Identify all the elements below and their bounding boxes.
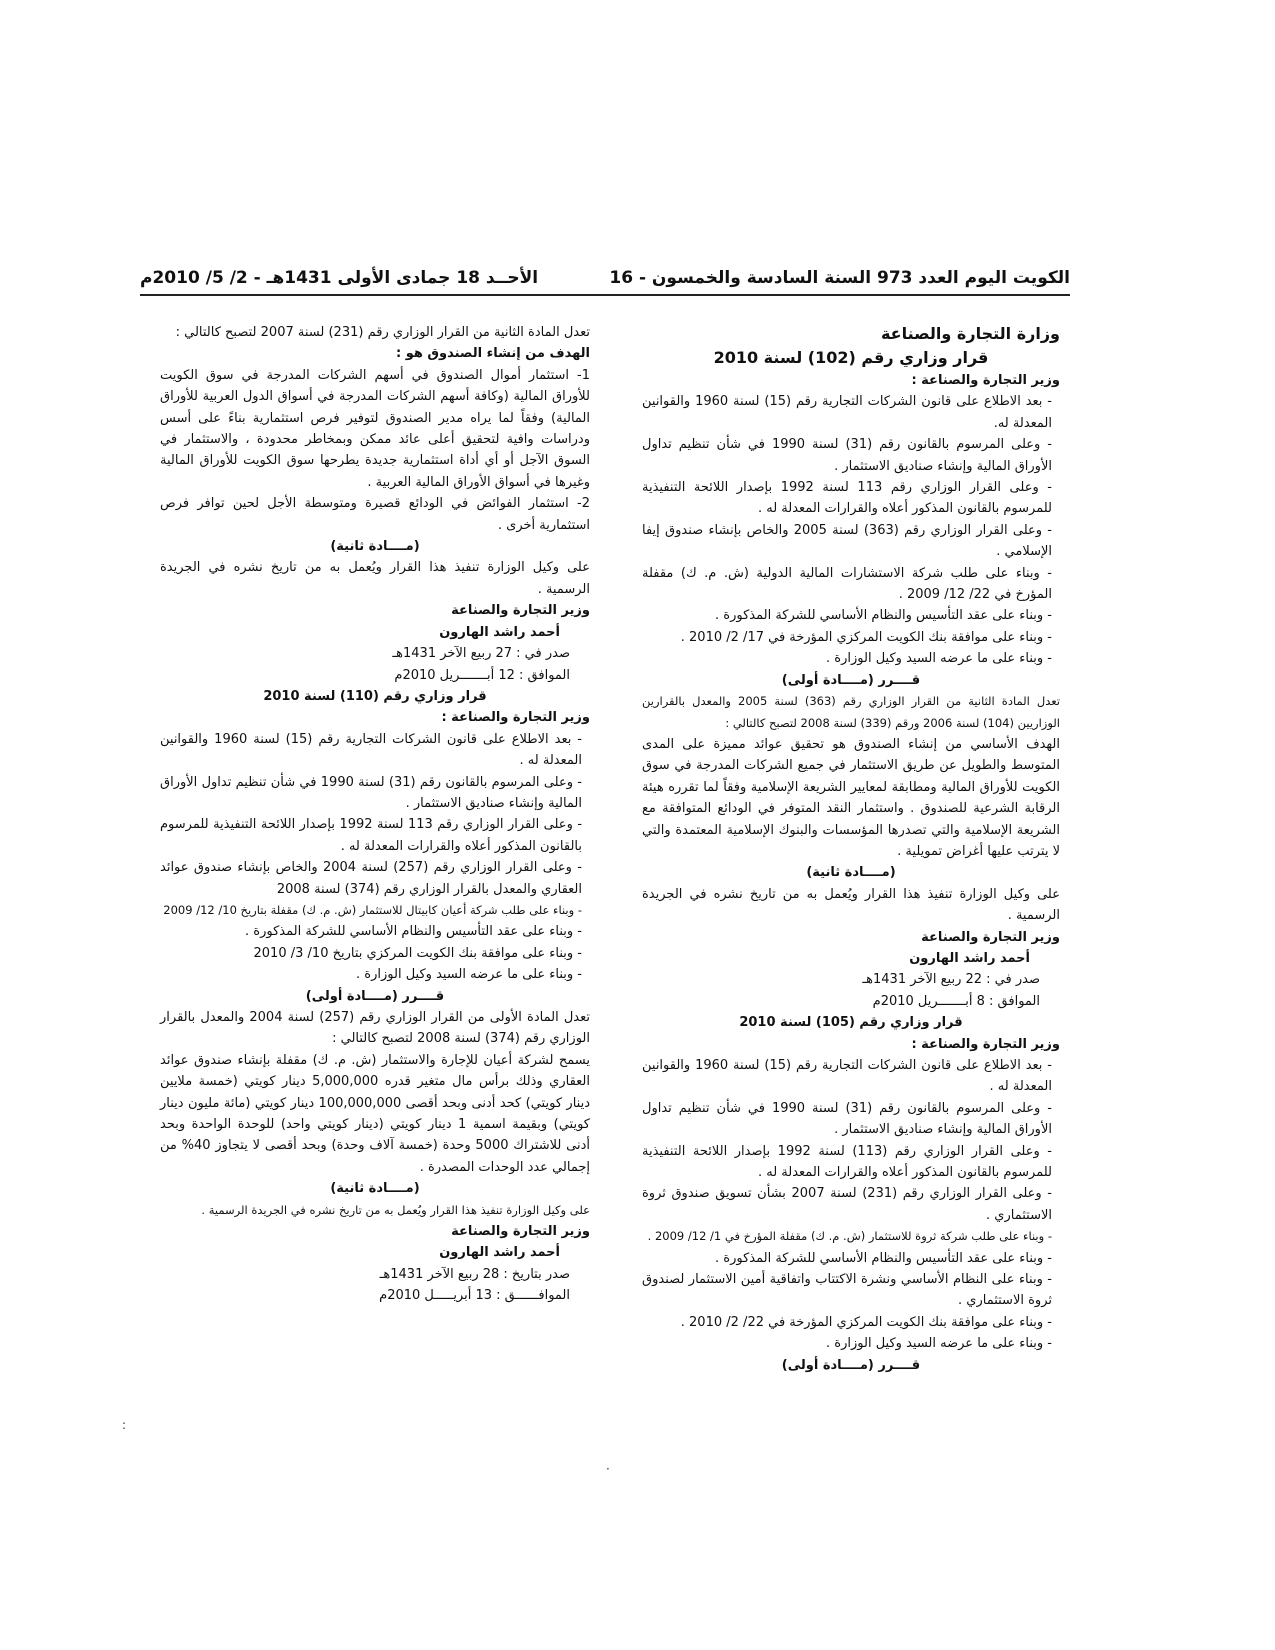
right-column-paragraph: - وعلى القرار الوزاري رقم 113 لسنة 1992 بإصدار اللائحة التنفيذية للمرسوم بالقانون المذكور أعلاه والقرارات المعدلة له . [642,480,1052,517]
right-column-paragraph: وزير التجارة والصناعة : [911,1036,1060,1052]
left-column [160,322,590,1307]
left-column-paragraph: - وبناء على طلب شركة أعيان كابيتال للاستثمار (ش. م. ك) مقفلة بتاريخ 10/ 12/ 2009 [163,902,582,917]
left-column-paragraph: صدر بتاريخ : 28 ربيع الآخر 1431هـ [379,1266,570,1282]
right-column-paragraph: - وبناء على موافقة بنك الكويت المركزي المؤرخة في 17/ 2/ 2010 . [680,629,1052,645]
page-header [140,250,1070,288]
left-column-paragraph: 1- استثمار أموال الصندوق في أسهم الشركات المدرجة في سوق الكويت للأوراق المالية (وكافة أسهم الشركات المدرجة في أسواق الدول العربية للأوراق المالية) وفقاً لما يراه مدير الصندوق لتوفير فرص استثمارية بناءً على أسس ودراسات وافية لتحقيق أعلى عائد ممكن وبمخاطر محدودة ، والاستثمار في السوق الآجل أو أي أداة استثمارية جديدة يطرحها سوق الكويت للأوراق المالية وغيرها في أسواق الأوراق المالية العربية . [160,367,590,490]
left-column-paragraph: (مــــادة ثانية) [330,539,420,555]
left-column-paragraph: - وبناء على موافقة بنك الكويت المركزي بتاريخ 10/ 3/ 2010 [253,945,582,961]
right-column-paragraph: قرار وزاري رقم (105) لسنة 2010 [739,1015,963,1031]
right-column-paragraph: وزارة التجارة والصناعة [880,324,1060,343]
right-column-paragraph: على وكيل الوزارة تنفيذ هذا القرار ويُعمل به من تاريخ نشره في الجريدة الرسمية . [642,886,1060,924]
right-column [642,322,1060,1376]
right-column-paragraph: - بعد الاطلاع على قانون الشركات التجارية رقم (15) لسنة 1960 والقوانين المعدلة له . [642,1058,1052,1095]
left-column-paragraph: - وعلى القرار الوزاري رقم 113 لسنة 1992 بإصدار اللائحة التنفيذية للمرسوم بالقانون المذكور أعلاه والقرارات المعدلة له . [160,817,583,854]
left-column-paragraph: - وعلى المرسوم بالقانون رقم (31) لسنة 1990 في شأن تنظيم تداول الأوراق المالية وإنشاء صناديق الاستثمار . [160,774,582,811]
left-column-paragraph: يسمح لشركة أعيان للإجارة والاستثمار (ش. م. ك) مقفلة بإنشاء صندوق عوائد العقاري وذلك برأس مال متغير قدره 5,000,000 دينار كويتي (خمسة ملايين دينار كويتي) كحد أدنى وبحد أقصى 100,000,000 دينار كويتي (مائة مليون دينار كويتي) وبقيمة اسمية 1 دينار كويتي (دينار كويتي واحد) للوحدة الواحدة وبحد أدنى للاشتراك 5000 وحدة (خمسة آلاف وحدة) وبحد أقصى لا يتجاوز 40% من إجمالي عدد الوحدات المصدرة . [160,1052,590,1175]
left-column-paragraph: وزير التجارة والصناعة : [441,710,590,726]
header-rule [140,294,1070,296]
left-column-paragraph: - وبناء على ما عرضه السيد وكيل الوزارة . [356,967,582,983]
right-column-paragraph: - وعلى المرسوم بالقانون رقم (31) لسنة 1990 في شأن تنظيم تداول الأوراق المالية وإنشاء صناديق الاستثمار . [642,437,1052,474]
header-date: الأحــد 18 جمادى الأولى 1431هـ - 2/ 5/ 2010م [140,267,539,288]
right-column-paragraph: قــــرر (مــــادة أولى) [781,1357,921,1373]
scan-mark: · [606,1462,610,1476]
right-column-paragraph: قرار وزاري رقم (102) لسنة 2010 [713,348,989,367]
right-column-paragraph: - وبناء على عقد التأسيس والنظام الأساسي للشركة المذكورة . [715,1250,1052,1266]
right-column-paragraph: الهدف الأساسي من إنشاء الصندوق هو تحقيق عوائد مميزة على المدى المتوسط والطويل عن طريق الاستثمار في جميع الشركات المدرجة في سوق الكويت للأوراق المالية ومطابقة لمعايير الشريعة الإسلامية وفقاً لما تقرره هيئة الرقابة الشرعية للصندوق . واستثمار النقد المتوفر في الودائع المتوافقة مع الشريعة الإسلامية والتي تصدرها المؤسسات والبنوك الإسلامية المعتمدة والتي لا يترتب عليها أغراض تمويلية . [642,736,1060,859]
right-column-paragraph: الموافق : 8 أبـــــــريل 2010م [872,993,1040,1009]
right-column-paragraph: - وبناء على موافقة بنك الكويت المركزي المؤرخة في 22/ 2/ 2010 . [680,1314,1052,1330]
right-column-paragraph: أحمد راشد الهارون [909,950,1030,966]
left-column-paragraph: وزير التجارة والصناعة [451,603,590,619]
left-column-paragraph: تعدل المادة الأولى من القرار الوزاري رقم (257) لسنة 2004 والمعدل بالقرار الوزاري رقم (374) لسنة 2008 لتصبح كالتالي : [160,1010,590,1047]
left-column-paragraph: - بعد الاطلاع على قانون الشركات التجارية رقم (15) لسنة 1960 والقوانين المعدلة له . [160,731,582,769]
right-column-paragraph: تعدل المادة الثانية من القرار الوزاري رقم (363) لسنة 2005 والمعدل بالقرارين الوزاريين (104) لسنة 2006 ورقم (339) لسنة 2008 لتصبح كالتالي : [642,694,1060,730]
scan-mark: : [122,1418,127,1432]
left-column-paragraph: صدر في : 27 ربيع الآخر 1431هـ [392,646,570,662]
right-column-paragraph: - وعلى القرار الوزاري رقم (113) لسنة 1992 بإصدار اللائحة التنفيذية للمرسوم بالقانون المذكور أعلاه والقرارات المعدلة له . [642,1143,1052,1181]
right-column-paragraph: - وعلى القرار الوزاري رقم (231) لسنة 2007 بشأن تسويق صندوق ثروة الاستثماري . [642,1186,1052,1223]
left-column-paragraph: أحمد راشد الهارون [439,1245,560,1261]
right-column-paragraph: - بعد الاطلاع على قانون الشركات التجارية رقم (15) لسنة 1960 والقوانين المعدلة له. [642,394,1052,431]
left-column-paragraph: على وكيل الوزارة تنفيذ هذا القرار ويُعمل به من تاريخ نشره في الجريدة الرسمية . [160,560,590,597]
left-column-paragraph: الموافــــــق : 13 أبريـــــل 2010م [379,1288,570,1304]
right-column-paragraph: - وبناء على عقد التأسيس والنظام الأساسي للشركة المذكورة . [715,608,1052,624]
left-column-paragraph: أحمد راشد الهارون [439,624,560,640]
left-column-paragraph: وزير التجارة والصناعة [451,1224,590,1240]
left-column-paragraph: 2- استثمار الفوائض في الودائع قصيرة ومتوسطة الأجل لحين توافر فرص استثمارية أخرى . [160,496,590,533]
right-column-paragraph: - وعلى القرار الوزاري رقم (363) لسنة 2005 والخاص بإنشاء صندوق إيفا الإسلامي . [642,522,1052,560]
right-column-paragraph: - وبناء على طلب شركة ثروة للاستثمار (ش. م. ك) مقفلة المؤرخ في 1/ 12/ 2009 . [647,1229,1052,1244]
right-column-paragraph: قــــرر (مــــادة أولى) [781,672,921,688]
left-column-paragraph: على وكيل الوزارة تنفيذ هذا القرار ويُعمل به من تاريخ نشره في الجريدة الرسمية . [201,1202,590,1217]
left-column-paragraph: الموافق : 12 أبـــــــريل 2010م [394,667,570,683]
right-column-paragraph: صدر في : 22 ربيع الآخر 1431هـ [862,972,1040,988]
right-column-paragraph: - وبناء على ما عرضه السيد وكيل الوزارة . [826,651,1052,667]
left-column-paragraph: - وبناء على عقد التأسيس والنظام الأساسي للشركة المذكورة . [245,924,582,940]
header-issue-info: الكويت اليوم العدد 973 السنة السادسة والخمسون - 16 [609,267,1070,288]
right-column-paragraph: - وبناء على ما عرضه السيد وكيل الوزارة . [826,1336,1052,1352]
left-column-paragraph: قرار وزاري رقم (110) لسنة 2010 [263,688,487,704]
right-column-paragraph: - وعلى المرسوم بالقانون رقم (31) لسنة 1990 في شأن تنظيم تداول الأوراق المالية وإنشاء صناديق الاستثمار . [642,1100,1052,1138]
right-column-paragraph: - وبناء على النظام الأساسي ونشرة الاكتتاب واتفاقية أمين الاستثمار لصندوق ثروة الاستثماري . [642,1272,1052,1309]
left-column-paragraph: قــــرر (مــــادة أولى) [305,988,445,1004]
left-column-paragraph: - وعلى القرار الوزاري رقم (257) لسنة 2004 والخاص بإنشاء صندوق عوائد العقاري والمعدل بالقرار الوزاري رقم (374) لسنة 2008 [160,860,582,897]
right-column-paragraph: وزير التجارة والصناعة [921,929,1060,945]
right-column-paragraph: (مــــادة ثانية) [806,865,896,881]
left-column-paragraph: تعدل المادة الثانية من القرار الوزاري رقم (231) لسنة 2007 لتصبح كالتالي : [175,325,590,340]
left-column-paragraph: (مــــادة ثانية) [330,1181,420,1197]
right-column-paragraph: - وبناء على طلب شركة الاستشارات المالية الدولية (ش. م. ك) مقفلة المؤرخ في 22/ 12/ 2009 . [642,565,1052,603]
right-column-paragraph: وزير التجارة والصناعة : [911,373,1060,388]
left-column-paragraph: الهدف من إنشاء الصندوق هو : [395,346,590,362]
